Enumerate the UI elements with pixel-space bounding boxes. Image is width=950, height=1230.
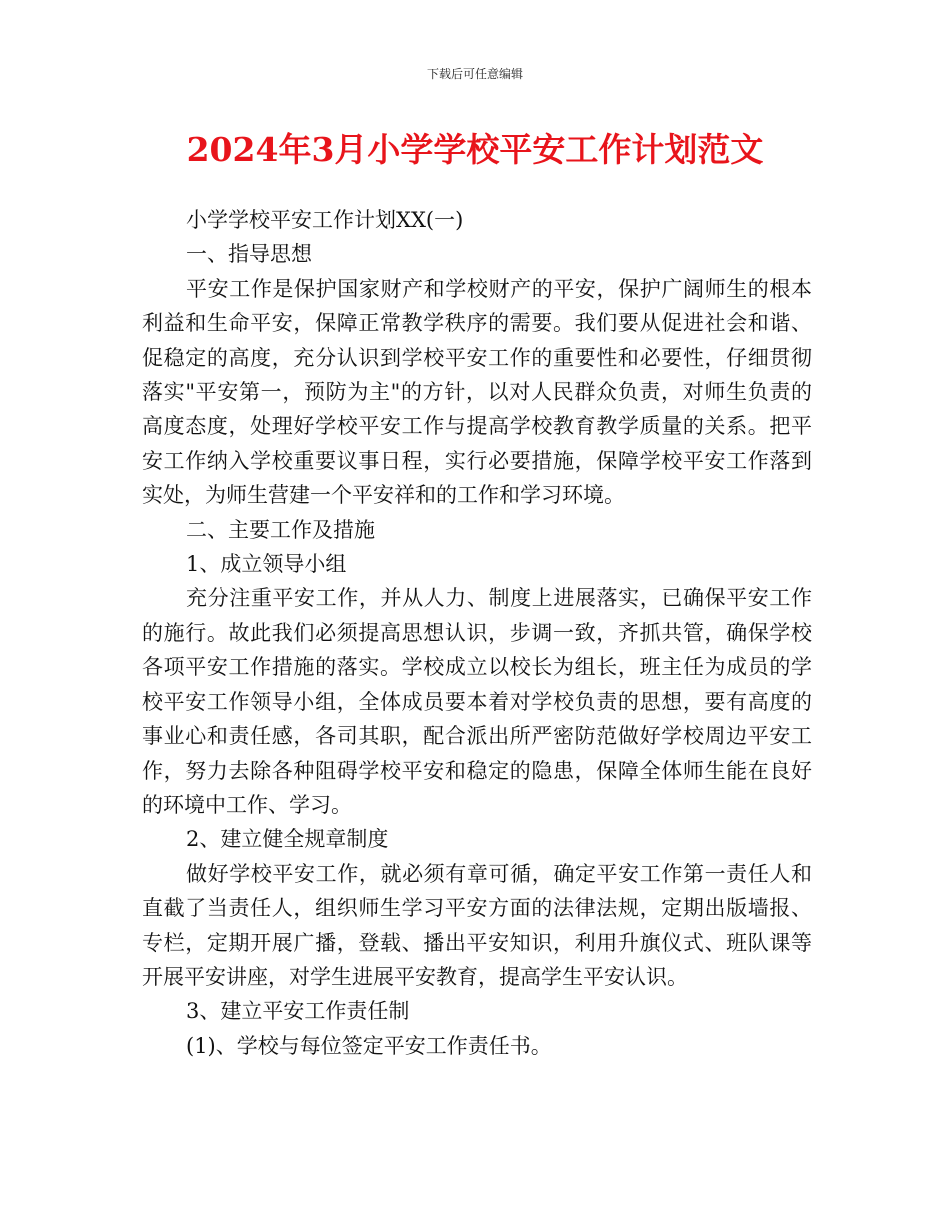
section-heading-main-work: 二、主要工作及措施 (186, 517, 375, 542)
paragraph-leadership-group: 充分注重平安工作，并从人力、制度上进展落实，已确保平安工作的施行。故此我们必须提高思想认识，步调一致，齐抓共管，确保学校各项平安工作措施的落实。学校成立以校长为组长，班主任为成员的学校平安工作领导小组，全体成员要本着对学校负责的思想，要有高度的事业心和责任感，各司其职，配合派出所严密防范做好学校周边平安工作，努力去除各种阻碍学校平安和稳定的隐患，保障全体师生能在良好的环境中工作、学习。 (142, 586, 812, 817)
section-heading-plan: 小学学校平安工作计划XX(一) (186, 208, 464, 232)
paragraph-rules-system: 做好学校平安工作，就必须有章可循，确定平安工作第一责任人和直截了当责任人，组织师生学习平安方面的法律法规，定期出版墙报、专栏，定期开展广播，登载、播出平安知识，利用升旗仪式、班队课等开展平安讲座，对学生进展平安教育，提高学生平安认识。 (142, 861, 812, 989)
subheading-responsibility-system: 3、建立平安工作责任制 (186, 999, 410, 1024)
subheading-leadership-group: 1、成立领导小组 (186, 552, 347, 577)
page-header-note: 下载后可任意编辑 (426, 67, 523, 81)
section-heading-guiding-ideology: 一、指导思想 (186, 242, 312, 267)
subheading-rules-system: 2、建立健全规章制度 (186, 827, 389, 852)
document-body (142, 203, 812, 1063)
paragraph-guiding-ideology: 平安工作是保护国家财产和学校财产的平安，保护广阔师生的根本利益和生命平安，保障正常教学秩序的需要。我们要从促进社会和谐、促稳定的高度，充分认识到学校平安工作的重要性和必要性，仔细贯彻落实"平安第一，预防为主"的方针，以对人民群众负责，对师生负责的高度态度，处理好学校平安工作与提高学校教育教学质量的关系。把平安工作纳入学校重要议事日程，实行必要措施，保障学校平安工作落到实处，为师生营建一个平安祥和的工作和学习环境。 (142, 276, 812, 508)
document-title: 2024年3月小学学校平安工作计划范文 (186, 130, 764, 169)
list-item-responsibility-letter: (1)、学校与每位签定平安工作责任书。 (186, 1033, 552, 1058)
